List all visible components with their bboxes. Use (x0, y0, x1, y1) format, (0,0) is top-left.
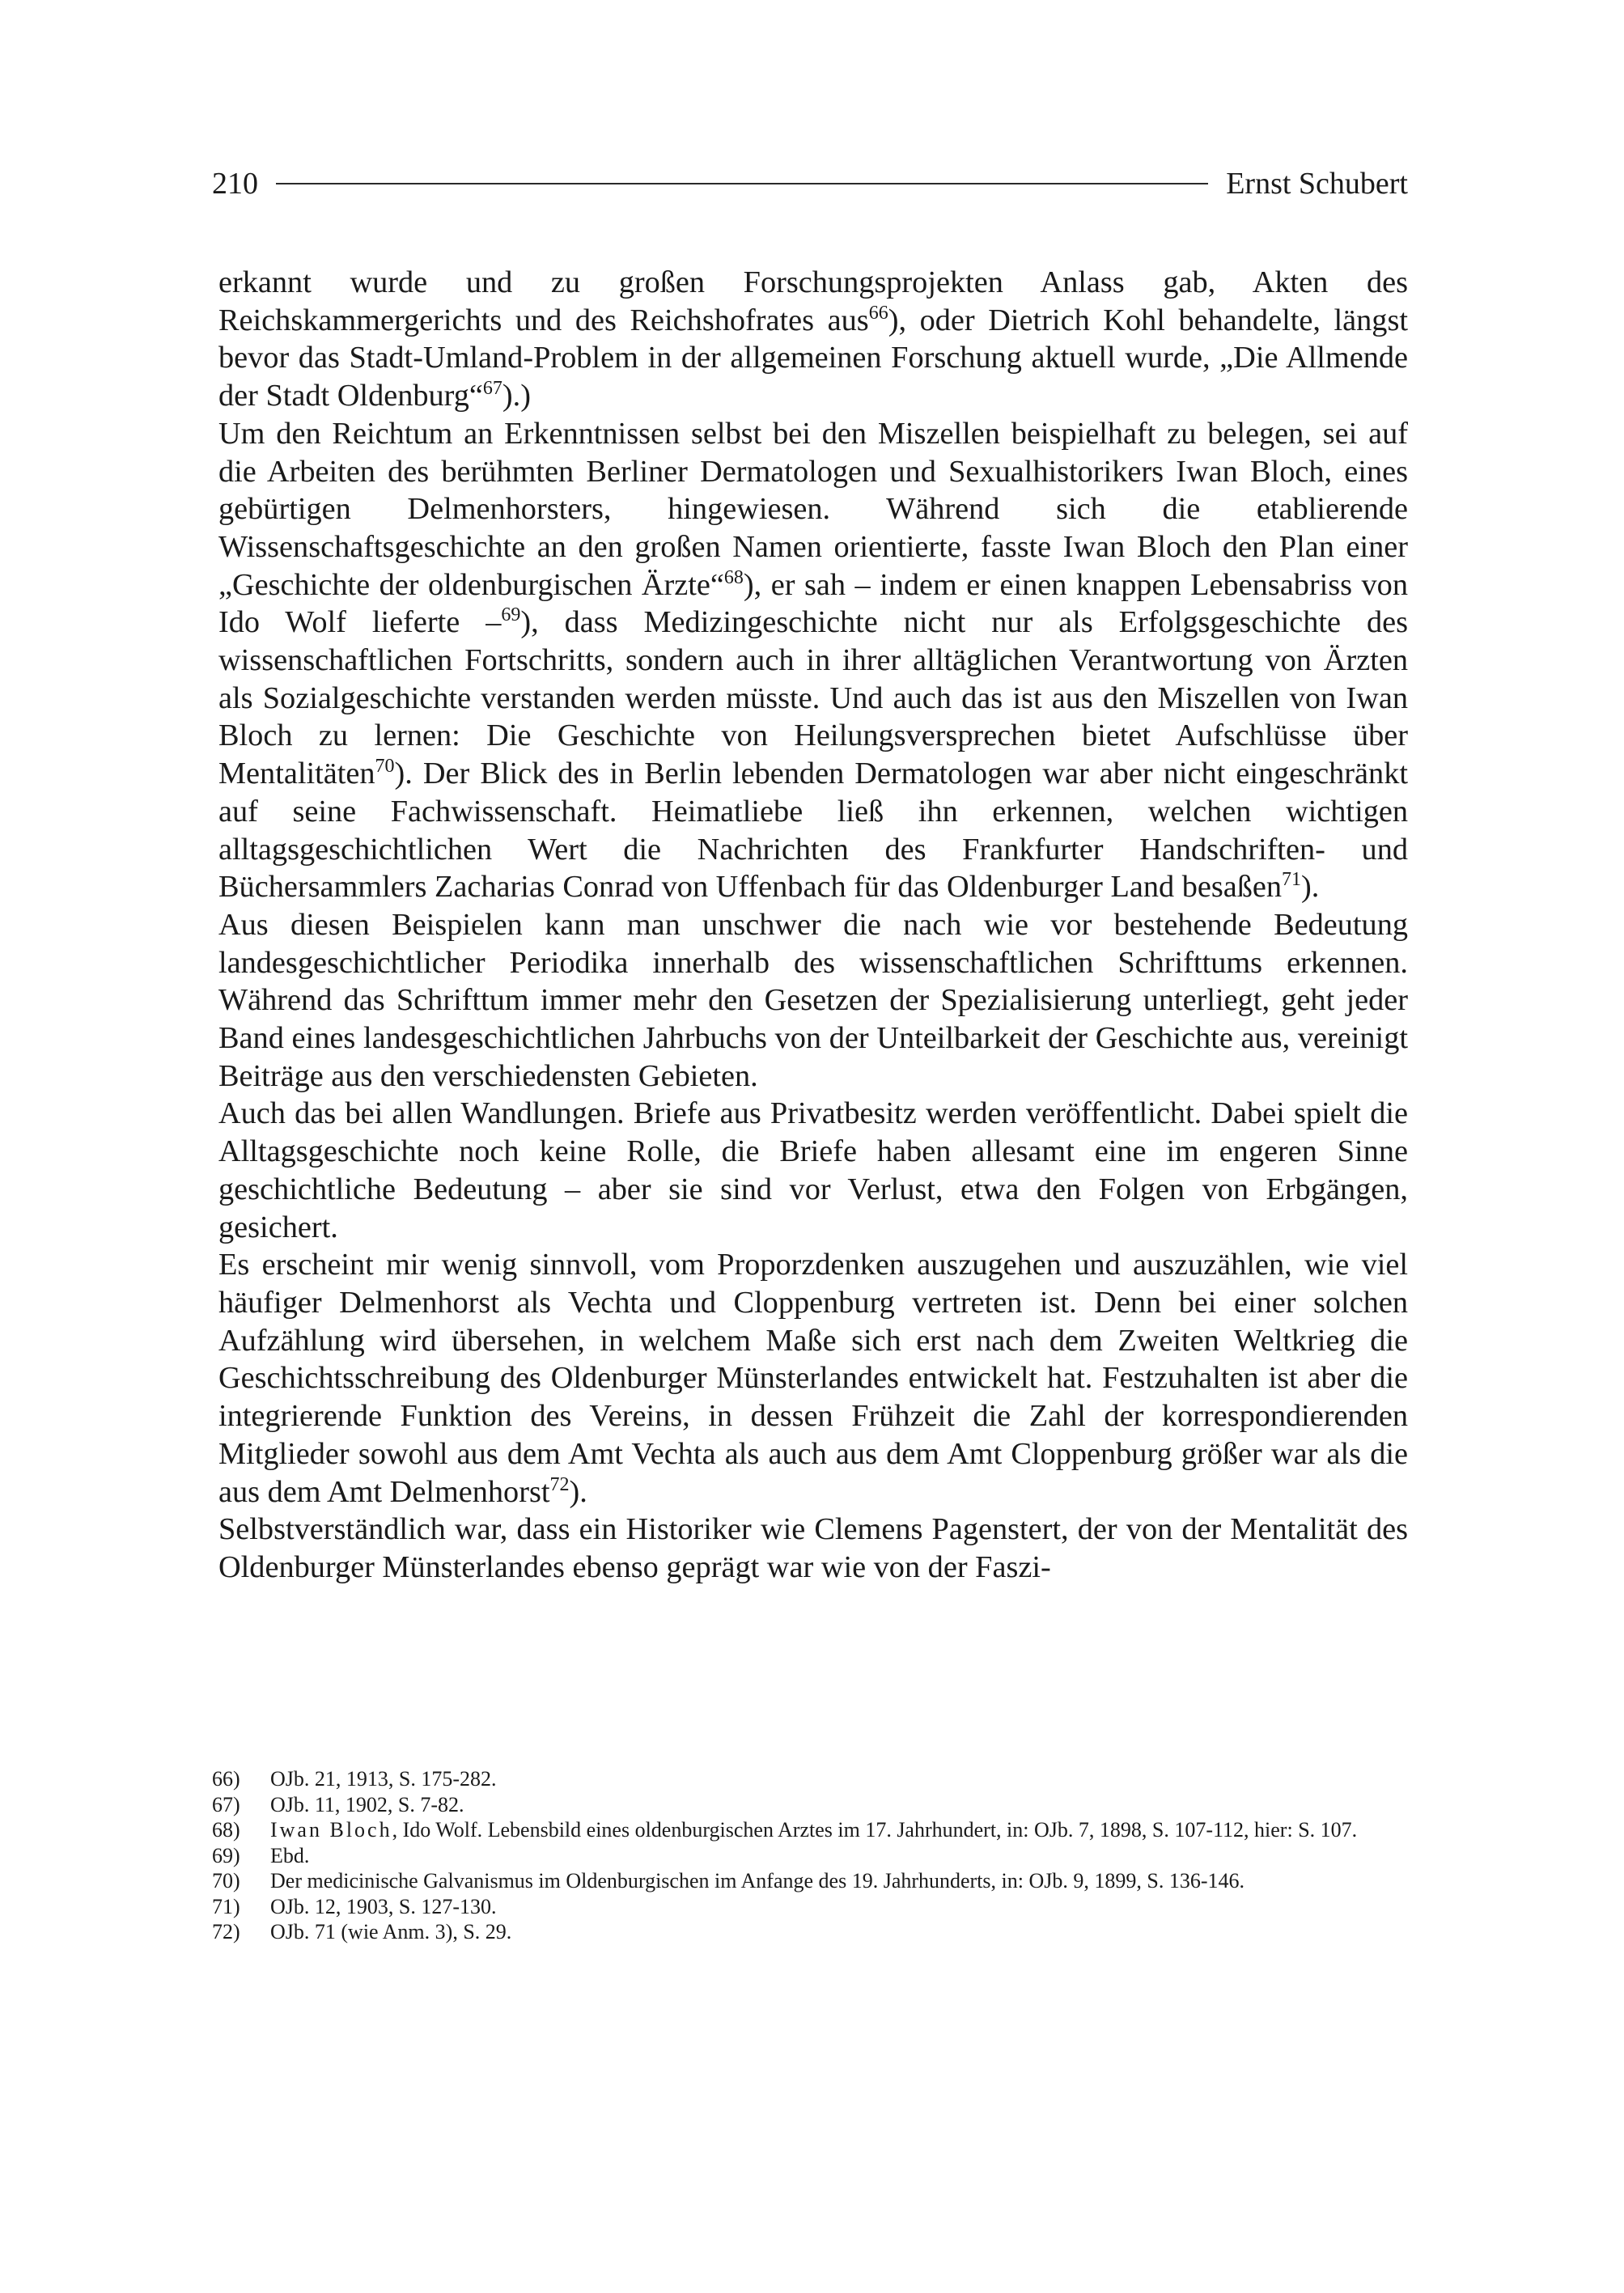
footnote-ref-72: 72 (549, 1473, 570, 1495)
footnote-number: 70) (212, 1869, 240, 1892)
footnote-68 (212, 1817, 1408, 1843)
page-number: 210 (212, 167, 258, 201)
text-run: ), dass Medizingeschichte nicht nur als Erfolgsgeschichte des wissenschaftlichen Fortschritts, sondern auch in ihrer alltäglichen Verantwortung von Ärzten als Sozialgeschichte verstanden werden müsste. Und auch das ist aus den Miszellen von Iwan Bloch zu lernen: Die Geschichte von Heilungsversprechen bietet Aufschlüsse über Mentalitäten (218, 605, 1408, 791)
text-run: ), oder Dietrich Kohl behandelte, längst bevor das Stadt-Umland-Problem in der allgemeinen Forschung aktuell wurde, „Die Allmende der Stadt Oldenburg“ (218, 303, 1408, 413)
header-rule (276, 183, 1208, 184)
paragraph-4: Auch das bei allen Wandlungen. Briefe aus Privatbesitz werden veröffentlicht. Dabei spielt die Alltagsgeschichte noch keine Rolle, die Briefe haben allesamt eine im engeren Sinne geschichtliche Bedeutung – aber sie sind vor Verlust, etwa den Folgen von Erbgängen, gesichert. (218, 1096, 1408, 1244)
footnote-number: 69) (212, 1843, 240, 1867)
footnote-ref-68: 68 (723, 566, 744, 588)
page-header (212, 163, 1408, 204)
footnote-ref-66: 66 (868, 302, 888, 324)
footnote-70 (212, 1868, 1408, 1894)
footnote-66 (212, 1766, 1408, 1792)
footnote-text: OJb. 71 (wie Anm. 3), S. 29. (270, 1920, 512, 1943)
footnote-text: OJb. 12, 1903, S. 127-130. (270, 1894, 497, 1918)
footnote-69 (212, 1843, 1408, 1869)
footnote-number: 68) (212, 1818, 240, 1842)
footnote-number: 67) (212, 1792, 240, 1816)
text-run: ). (1301, 870, 1320, 905)
footnote-author: Iwan Bloch (270, 1818, 392, 1842)
footnote-text: OJb. 21, 1913, S. 175-282. (270, 1767, 497, 1791)
footnotes (212, 1766, 1408, 1945)
text-run: erkannt wurde und zu großen Forschungsprojekten Anlass gab, Akten des Reichskammergerichts und des Reichshofrates aus (218, 265, 1408, 337)
footnote-number: 66) (212, 1767, 240, 1791)
footnote-67 (212, 1792, 1408, 1818)
text-run: ).) (502, 379, 531, 413)
running-head: Ernst Schubert (1226, 167, 1408, 201)
paragraph-5 (218, 1246, 1408, 1511)
footnote-ref-69: 69 (501, 604, 521, 626)
paragraph-1 (218, 264, 1408, 415)
footnote-text (270, 1817, 1408, 1843)
text-run: Um den Reichtum an Erkenntnissen selbst bei den Miszellen beispielhaft zu belegen, sei auf die Arbeiten des berühmten Berliner Dermatologen und Sexualhistorikers Iwan Bloch, eines gebürtigen Delmenhorsters, hingewiesen. Während sich die etablierende Wissenschaftsgeschichte an den großen Namen orientierte, fasste Iwan Bloch den Plan einer „Geschichte der oldenburgischen Ärzte“ (218, 416, 1408, 602)
paragraph-2 (218, 415, 1408, 906)
text-run: ). Der Blick des in Berlin lebenden Dermatologen war aber nicht eingeschränkt auf seine Fachwissenschaft. Heimatliebe ließ ihn erkennen, welchen wichtigen alltagsgeschichtlichen Wert die Nachrichten des Frankfurter Handschriften- und Büchersammlers Zacharias Conrad von Uffenbach für das Oldenburger Land besaßen (218, 757, 1408, 905)
body-text (218, 264, 1408, 1587)
footnote-number: 71) (212, 1894, 240, 1918)
footnote-ref-67: 67 (482, 378, 502, 400)
text-run: Es erscheint mir wenig sinnvoll, vom Proporzdenken auszugehen und auszuzählen, wie viel häufiger Delmenhorst als Vechta und Cloppenburg vertreten ist. Denn bei einer solchen Aufzählung wird übersehen, in welchem Maße sich erst nach dem Zweiten Weltkrieg die Geschichtsschreibung des Oldenburger Münsterlandes entwickelt hat. Festzuhalten ist aber die integrierende Funktion des Vereins, in dessen Frühzeit die Zahl der korrespondierenden Mitglieder sowohl aus dem Amt Vechta als auch aus dem Amt Cloppenburg größer war als die aus dem Amt Delmenhorst (218, 1248, 1408, 1509)
footnote-text: OJb. 11, 1902, S. 7-82. (270, 1792, 464, 1816)
footnote-ref-70: 70 (375, 756, 395, 778)
footnote-ref-71: 71 (1282, 869, 1302, 891)
text-run: ), er sah – indem er einen knappen Lebensabriss von Ido Wolf lieferte – (218, 567, 1408, 640)
footnote-number: 72) (212, 1920, 240, 1943)
footnote-text: Ebd. (270, 1843, 310, 1867)
paragraph-6: Selbstverständlich war, dass ein Historiker wie Clemens Pagenstert, der von der Mentalität des Oldenburger Münsterlandes ebenso geprägt war wie von der Faszi- (218, 1512, 1408, 1584)
paragraph-3: Aus diesen Beispielen kann man unschwer die nach wie vor bestehende Bedeutung landesgeschichtlicher Periodika innerhalb des wissenschaftlichen Schrifttums erkennen. Während das Schrifttum immer mehr den Gesetzen der Spezialisierung unterliegt, geht jeder Band eines landesgeschichtlichen Jahrbuchs von der Unteilbarkeit der Geschichte aus, vereinigt Beiträge aus den verschiedensten Gebieten. (218, 907, 1408, 1093)
footnote-text: Der medicinische Galvanismus im Oldenburgischen im Anfange des 19. Jahrhunderts, in: OJb. 9, 1899, S. 136-146. (270, 1869, 1245, 1892)
text-run: ). (569, 1474, 587, 1509)
footnote-72 (212, 1919, 1408, 1945)
footnote-text-rest: , Ido Wolf. Lebensbild eines oldenburgischen Arztes im 17. Jahrhundert, in: OJb. 7, 1898, S. 107-112, hier: S. 107. (392, 1818, 1358, 1842)
footnote-71 (212, 1894, 1408, 1920)
